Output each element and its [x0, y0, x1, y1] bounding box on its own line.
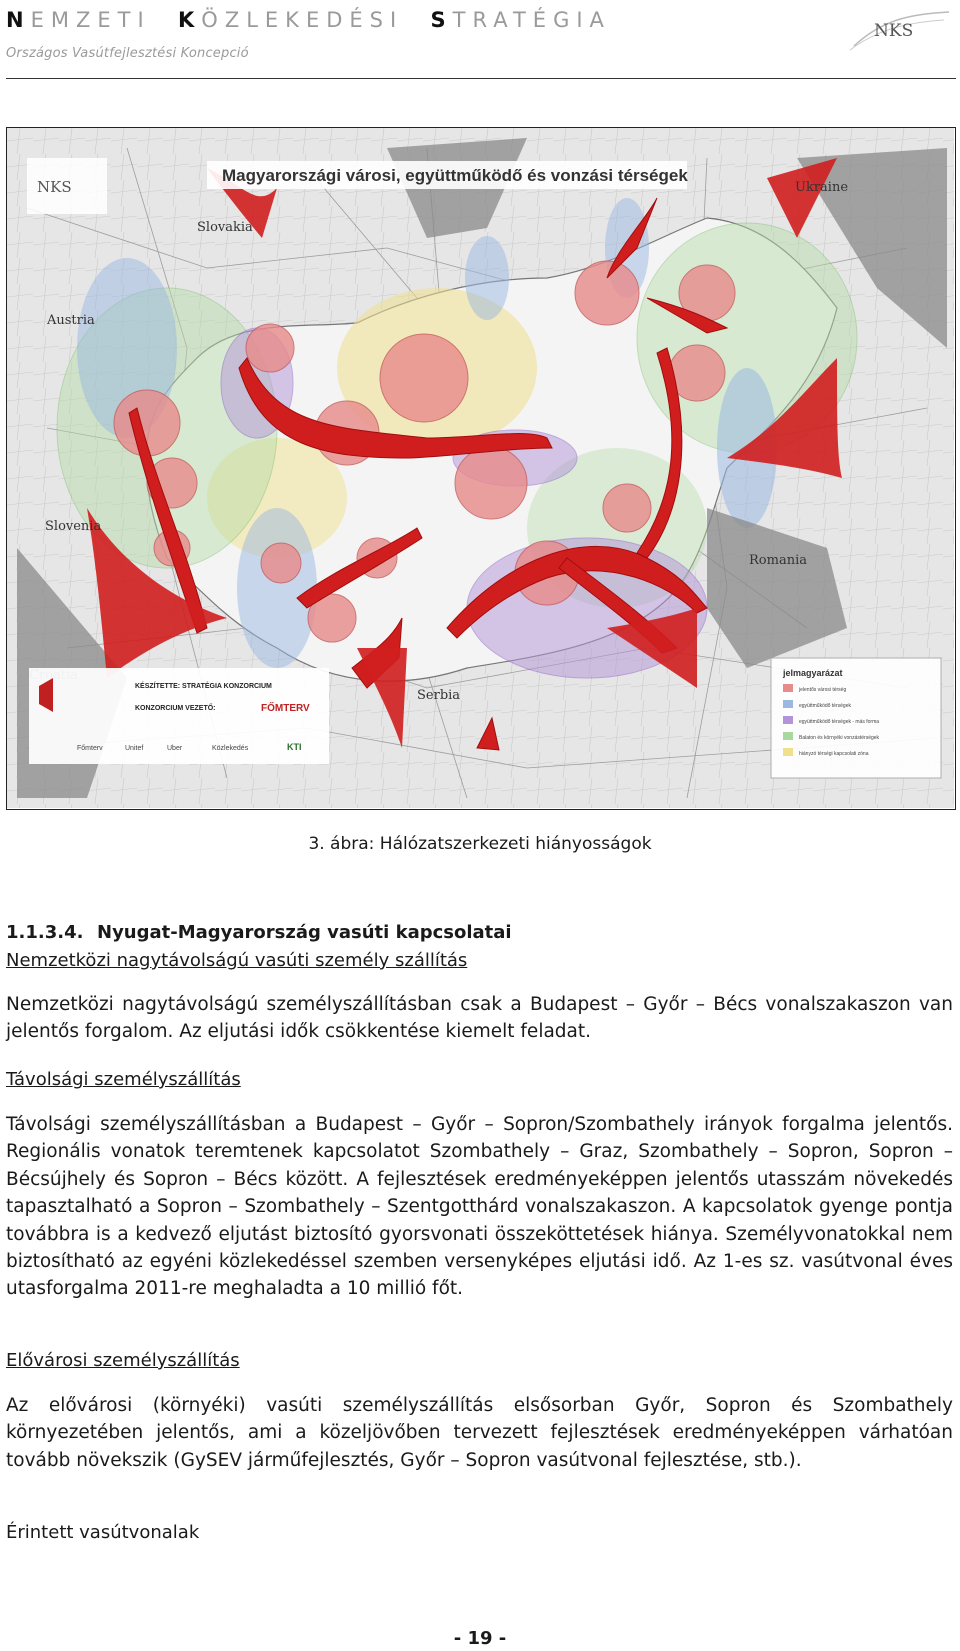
paragraph-long-distance: Távolsági személyszállításban a Budapest – Győr – Sopron/Szombathely irányok forgalma jelentős. Regionális vonatok teremtenek kapcsolatot Szombathely – Graz, Szombathely – Sopron, Sopron – Bécsújhely és Sopron – Bécs között. A fejlesztések eredményeképpen jelentős utasszám növekedés tapasztalható a Sopron – Szombathely – Szentgotthárd vonalszakaszon. A kapcsolatok gyenge pontja továbbra is a kedvező eljutást biztosító gyorsvonati összeköttetések hiánya. Személyvonatokkal nem biztosítható az egyéni közlekedéssel szemben versenyképes eljutási idő. Az 1-es sz. vasútvonal éves utasforgalma 2011-re meghaladta a 10 millió főt.: [6, 1114, 953, 1300]
credits-made-by: KÉSZÍTETTE: STRATÉGIA KONZORCIUM: [135, 683, 272, 690]
partner-5: KTI: [287, 742, 302, 752]
subheading-long-distance: Távolsági személyszállítás: [6, 1069, 241, 1090]
legend-item: jelentős városi térség: [799, 687, 847, 693]
partner-1: Főmterv: [77, 745, 103, 752]
svg-text:NKS: NKS: [874, 21, 914, 41]
label-ukraine: Ukraine: [795, 180, 849, 195]
partner-2: Unitef: [125, 745, 144, 752]
legend-item: együttműködő térségek: [799, 703, 851, 709]
cooperation-zone: [465, 236, 509, 320]
subheading-affected-lines: Érintett vasútvonalak: [6, 1522, 200, 1543]
nks-logo: [844, 8, 954, 56]
legend-swatch: [783, 716, 793, 724]
legend-item: hiányzó térségi kapcsolati zóna: [799, 751, 869, 757]
map-figure: [6, 127, 956, 810]
header-subtitle: Országos Vasútfejlesztési Koncepció: [6, 46, 249, 61]
subheading-international: Nemzetközi nagytávolságú vasúti személy szállítás: [6, 950, 468, 971]
header-title: NEMZETI KÖZLEKEDÉSI STRATÉGIA: [6, 8, 611, 32]
legend-swatch: [783, 732, 793, 740]
map-logo: NKS: [37, 178, 72, 196]
legend-title: jelmagyarázat: [783, 668, 843, 678]
section-title: Nyugat-Magyarország vasúti kapcsolatai: [97, 922, 512, 943]
label-slovenia: Slovenia: [45, 519, 102, 534]
subheading-suburban: Elővárosi személyszállítás: [6, 1350, 240, 1371]
section-heading: [6, 922, 512, 943]
section-number: 1.1.3.4.: [6, 922, 84, 943]
legend-item: együttműködő térségek - más forma: [799, 719, 880, 725]
map-title: Magyarországi városi, együttműködő és vonzási térségek: [222, 166, 688, 185]
cooperation-zone: [237, 508, 317, 668]
page-number: - 19 -: [453, 1628, 507, 1649]
page-header: [6, 8, 956, 61]
figure-caption: 3. ábra: Hálózatszerkezeti hiányosságok: [308, 834, 652, 854]
legend-swatch: [783, 748, 793, 756]
header-divider: [6, 78, 956, 79]
credits-leader-name: FŐMTERV: [261, 703, 310, 714]
paragraph-suburban: Az elővárosi (környéki) vasúti személyszállítás elsősorban Győr, Sopron és Szombathely környezetében jelentős, ami a közeljövőben tervezett fejlesztések eredményeképpen várhatóan tovább növekszik (GySEV járműfejlesztés, Győr – Sopron vasútvonal fejlesztése, stb.).: [6, 1395, 953, 1471]
label-serbia: Serbia: [417, 688, 461, 703]
partner-4: Közlekedés: [212, 745, 249, 752]
legend-item: Balaton és környéki vonzástérségek: [799, 735, 880, 741]
region-map: [7, 128, 954, 808]
legend-swatch: [783, 700, 793, 708]
label-romania: Romania: [749, 553, 807, 568]
label-austria: Austria: [47, 313, 95, 328]
partner-3: Uber: [167, 745, 183, 752]
legend-swatch: [783, 684, 793, 692]
paragraph-international: Nemzetközi nagytávolságú személyszállításban csak a Budapest – Győr – Bécs vonalszakaszon van jelentős forgalom. Az eljutási idők csökkentése kiemelt feladat.: [6, 994, 953, 1043]
credits-leader: KONZORCIUM VEZETŐ:: [135, 705, 216, 712]
label-slovakia: Slovakia: [197, 220, 253, 235]
